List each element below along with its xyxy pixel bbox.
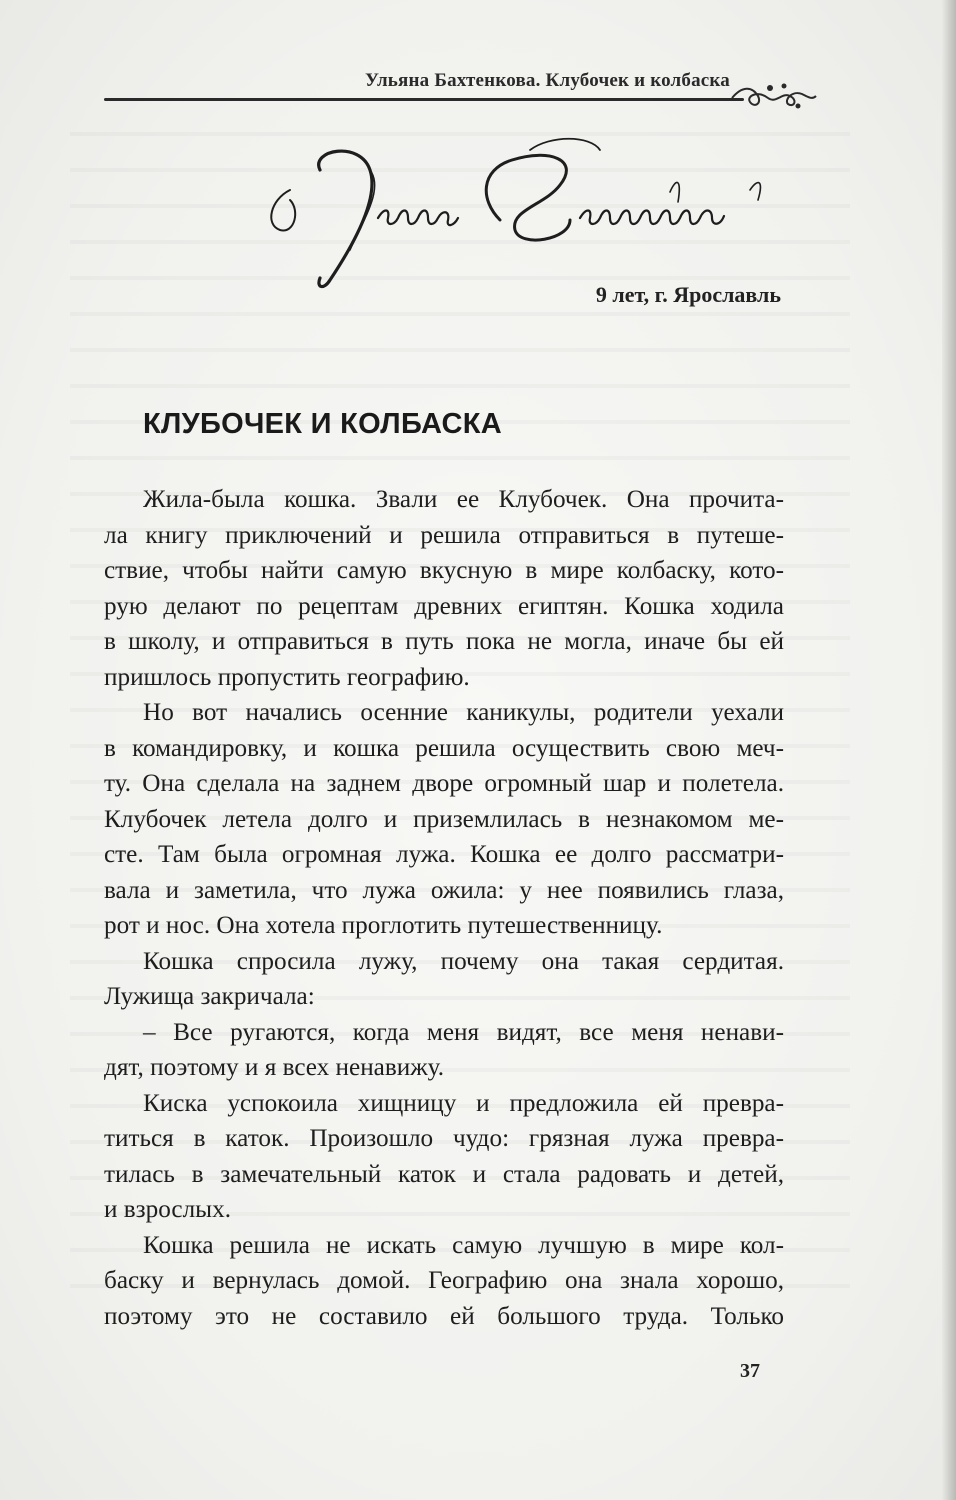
- text-line: Клубочек летела долго и приземлилась в незнакомом ме-: [104, 805, 784, 833]
- author-signature-lettering: [250, 130, 810, 300]
- text-line: Кошка спросила лужу, почему она такая сердитая.: [143, 947, 784, 975]
- text-line: в школу, и отправиться в путь пока не могла, иначе бы ей: [104, 628, 784, 655]
- page-edge-shadow: [942, 0, 956, 1500]
- text-line: тилась в замечательный каток и стала радовать и детей,: [104, 1160, 784, 1188]
- text-line: Киска успокоила хищницу и предложила ей превра-: [143, 1089, 784, 1117]
- text-line: ту. Она сделала на заднем дворе огромный шар и полетела.: [104, 770, 784, 797]
- text-line: баску и вернулась домой. Географию она знала хорошо,: [104, 1267, 784, 1294]
- text-line: титься в каток. Произошло чудо: грязная лужа превра-: [104, 1125, 784, 1152]
- text-line: дят, поэтому и я всех ненавижу.: [104, 1054, 445, 1081]
- text-line: Лужища закричала:: [104, 983, 315, 1010]
- story-title: КЛУБОЧЕК И КОЛБАСКА: [143, 408, 502, 440]
- text-line: пришлось пропустить географию.: [104, 663, 470, 691]
- text-line: поэтому это не составило ей большого труда. Только: [104, 1302, 784, 1330]
- text-line: – Все ругаются, когда меня видят, все меня ненави-: [143, 1018, 784, 1046]
- text-line: рот и нос. Она хотела проглотить путешественницу.: [104, 912, 663, 939]
- page-number: 37: [740, 1360, 760, 1382]
- text-line: Но вот начались осенние каникулы, родители уехали: [143, 699, 784, 726]
- text-line: сте. Там была огромная лужа. Кошка ее долго рассматри-: [104, 841, 784, 868]
- text-line: и взрослых.: [104, 1196, 231, 1223]
- header-rule: [104, 98, 744, 101]
- text-line: Жила-была кошка. Звали ее Клубочек. Она прочита-: [143, 486, 784, 513]
- text-line: ла книгу приключений и решила отправиться в путеше-: [104, 521, 784, 549]
- text-line: рую делают по рецептам древних египтян. Кошка ходила: [104, 592, 784, 620]
- author-age-city: 9 лет, г. Ярославль: [595, 282, 781, 307]
- flourish-ornament-icon: [728, 78, 818, 114]
- text-line: в командировку, и кошка решила осуществить свою меч-: [104, 734, 784, 762]
- text-line: Кошка решила не искать самую лучшую в мире кол-: [143, 1231, 784, 1259]
- text-line: вала и заметила, что лужа ожила: у нее появились глаза,: [104, 876, 784, 904]
- author-name-text: [0, 0, 1, 1]
- running-header: Ульяна Бахтенкова. Клубочек и колбаска: [364, 70, 730, 91]
- text-line: ствие, чтобы найти самую вкусную в мире колбаску, кото-: [104, 557, 784, 584]
- story-body: [104, 482, 784, 1334]
